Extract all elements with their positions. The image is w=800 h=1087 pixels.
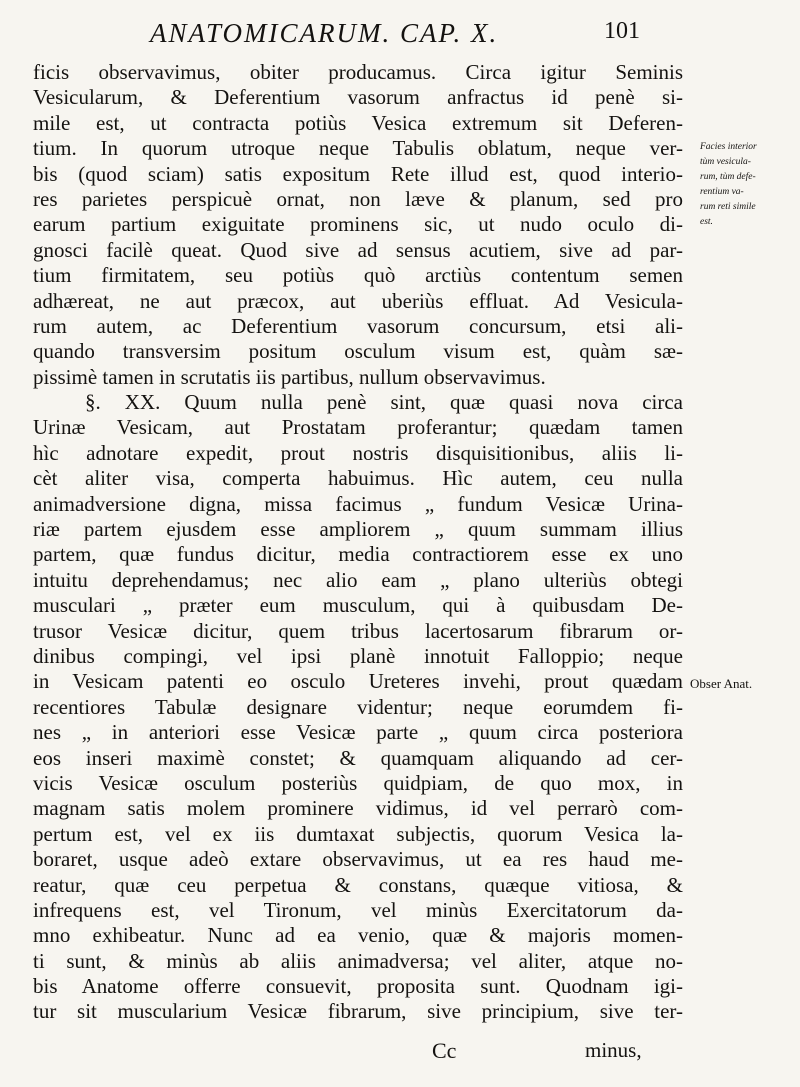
- text-line: eos inseri maximè constet; & quamquam aliquando ad cer-: [33, 745, 683, 770]
- margin-note-line: rum, tùm defe-: [700, 172, 756, 182]
- text-line: intuitu deprehendamus; nec alio eam „ plano ulteriùs obtegi: [33, 567, 683, 592]
- text-line: riæ partem ejusdem esse ampliorem „ quum summam illius: [33, 517, 683, 542]
- page-number: 101: [604, 18, 640, 44]
- text-line: bis (quod sciam) satis expositum Rete illud est, quod interio-: [33, 161, 683, 186]
- margin-note-line: tùm vesicula-: [700, 157, 751, 167]
- margin-note-line: Facies interior: [700, 142, 757, 152]
- text-line: reatur, quæ ceu perpetua & constans, quæque vitiosa, &: [33, 872, 683, 897]
- text-line: bis Anatome offerre consuevit, proposita sunt. Quodnam igi-: [33, 974, 683, 999]
- margin-note-line: rum reti simile: [700, 202, 756, 212]
- margin-note-facies: [700, 140, 798, 230]
- margin-note-line: est.: [700, 217, 713, 227]
- text-line: hìc adnotare expedit, prout nostris disquisitionibus, aliis li-: [33, 440, 683, 465]
- text-line: cèt aliter visa, comperta habuimus. Hìc autem, ceu nulla: [33, 466, 683, 491]
- text-line: musculari „ præter eum musculum, qui à quibusdam De-: [33, 593, 683, 618]
- text-line: pissimè tamen in scrutatis iis partibus, nullum observavimus.: [33, 364, 546, 389]
- page-footer: [0, 1038, 800, 1078]
- text-line: res parietes perspicuè ornat, non læve & planum, sed pro: [33, 186, 683, 211]
- section-start-line: §. XX. Quum nulla penè sint, quæ quasi nova circa: [85, 390, 683, 415]
- text-line: earum partium exiguitate prominens sic, ut nudo oculo di-: [33, 212, 683, 237]
- text-line: tur sit muscularium Vesicæ fibrarum, sive principium, sive ter-: [33, 999, 683, 1024]
- text-line: tium. In quorum utroque neque Tabulis oblatum, neque ver-: [33, 136, 683, 161]
- body-text: [33, 60, 683, 1025]
- running-head: ANATOMICARUM. CAP. X.: [150, 18, 499, 48]
- text-line: dinibus compingi, vel ipsi planè innotuit Falloppio; neque: [33, 643, 683, 668]
- text-line: pertum est, vel ex iis dumtaxat subjectis, quorum Vesica la-: [33, 821, 683, 846]
- margin-note-line: rentium va-: [700, 187, 744, 197]
- text-line: adhæreat, ne aut præcox, aut uberiùs effluat. Ad Vesicula-: [33, 288, 683, 313]
- text-line: mile est, ut contracta potiùs Vesica extremum sit Deferen-: [33, 110, 683, 135]
- catchword: minus,: [585, 1038, 642, 1062]
- text-line: Urinæ Vesicam, aut Prostatam proferantur; quædam tamen: [33, 415, 683, 440]
- text-line: Vesicularum, & Deferentium vasorum anfractus id penè si-: [33, 85, 683, 110]
- signature-mark: Cc: [432, 1038, 457, 1063]
- text-line: gnosci facilè queat. Quod sive ad sensus acutiem, sive ad par-: [33, 237, 683, 262]
- text-line: mno exhibeatur. Nunc ad ea venio, quæ & majoris momen-: [33, 923, 683, 948]
- text-line: nes „ in anteriori esse Vesicæ parte „ quum circa posteriora: [33, 720, 683, 745]
- text-line: ti sunt, & minùs ab aliis animadversa; vel aliter, atque no-: [33, 948, 683, 973]
- text-line: animadversione digna, missa facimus „ fundum Vesicæ Urina-: [33, 491, 683, 516]
- text-line: partem, quæ fundus dicitur, media contractiorem esse ex uno: [33, 542, 683, 567]
- text-line: boraret, usque adeò extare observavimus, ut ea res haud me-: [33, 847, 683, 872]
- text-line: quando transversim positum osculum visum est, quàm sæ-: [33, 339, 683, 364]
- text-line: tium firmitatem, seu potiùs quò arctiùs contentum semen: [33, 263, 683, 288]
- text-line: ficis observavimus, obiter producamus. Circa igitur Seminis: [33, 60, 683, 84]
- page-header: [0, 18, 800, 58]
- text-line: vicis Vesicæ osculum posteriùs quidpiam, de quo mox, in: [33, 770, 683, 795]
- text-line: trusor Vesicæ dicitur, quem tribus lacertosarum fibrarum or-: [33, 618, 683, 643]
- text-line: rum autem, ac Deferentium vasorum concursum, etsi ali-: [33, 313, 683, 338]
- text-line: magnam satis molem prominere vidimus, id vel perrarò com-: [33, 796, 683, 821]
- margin-note-obser: Obser Anat.: [690, 676, 753, 691]
- text-line: in Vesicam patenti eo osculo Ureteres invehi, prout quædam: [33, 669, 683, 694]
- text-line: recentiores Tabulæ designare videntur; neque eorumdem fi-: [33, 694, 683, 719]
- text-line: infrequens est, vel Tironum, vel minùs Exercitatorum da-: [33, 897, 683, 922]
